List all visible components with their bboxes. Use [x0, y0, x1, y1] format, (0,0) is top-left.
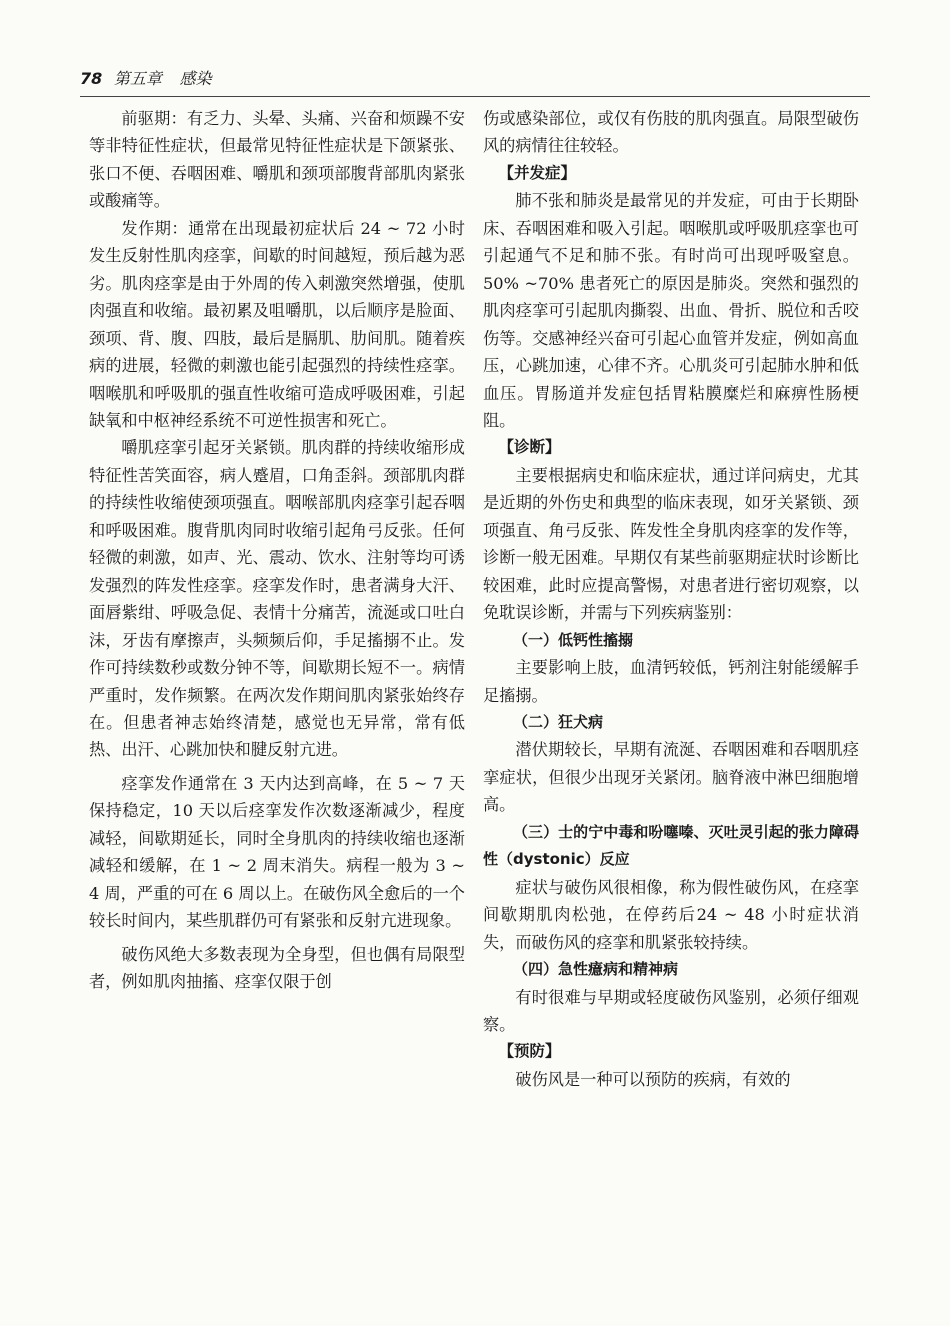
heading-hysteria: （四）急性癔病和精神病	[513, 960, 679, 979]
heading-dystonic-reaction: （三）士的宁中毒和吩噻嗪、灭吐灵引起的张力障碍性（dystonic）反应	[483, 822, 859, 869]
heading-diagnosis: 【诊断】	[498, 438, 561, 457]
paragraph-complications: 肺不张和肺炎是最常见的并发症，可由于长期卧床、吞咽困难和吸入引起。咽喉肌或呼吸肌痉挛也可引起通气不足和肺不张。有时尚可出现呼吸窒息。50% ~70% 患者死亡的原因是肺炎。突然和强烈的肌肉痉挛可引起肌肉撕裂、出血、骨折、脱位和舌咬伤等。交感神经兴奋可引起心血管并发症，例如高血压，心跳加速，心律不齐。心肌炎可引起肺水肿和低血压。胃肠道并发症包括胃粘膜糜烂和麻痹性肠梗阻。	[483, 191, 859, 430]
chapter-topic: 感染	[179, 69, 212, 88]
left-column	[89, 105, 465, 996]
heading-rabies: （二）狂犬病	[513, 712, 604, 731]
paragraph-masseter-spasm: 嚼肌痉挛引起牙关紧锁。肌肉群的持续收缩形成特征性苦笑面容，病人蹙眉，口角歪斜。颈部肌肉群的持续性收缩使颈项强直。咽喉部肌肉痉挛引起吞咽和呼吸困难。腹背肌肉同时收缩引起角弓反张。任何轻微的刺激，如声、光、震动、饮水、注射等均可诱发强烈的阵发性痉挛。痉挛发作时，患者满身大汗、面唇紫绀、呼吸急促、表情十分痛苦，流涎或口吐白沫，牙齿有摩擦声，头频频后仰，手足搐搦不止。发作可持续数秒或数分钟不等，间歇期长短不一。病情严重时，发作频繁。在两次发作期间肌肉紧张始终存在。但患者神志始终清楚，感觉也无异常，常有低热、出汗、心跳加快和腱反射亢进。	[89, 438, 465, 760]
paragraph-hypocalcemic-tetany: 主要影响上肢，血清钙较低，钙剂注射能缓解手足搐搦。	[483, 658, 859, 705]
paragraph-generalized-type: 破伤风绝大多数表现为全身型，但也偶有局限型者，例如肌肉抽搐、痉挛仅限于创	[89, 944, 465, 992]
page-number: 78	[80, 69, 103, 88]
right-column	[483, 105, 859, 1093]
paragraph-hysteria: 有时很难与早期或轻度破伤风鉴别，必须仔细观察。	[483, 987, 859, 1034]
paragraph-continuation: 伤或感染部位，或仅有伤肢的肌肉强直。局限型破伤风的病情往往较轻。	[483, 109, 859, 156]
running-header	[80, 66, 880, 92]
paragraph-prevention: 破伤风是一种可以预防的疾病，有效的	[515, 1069, 791, 1089]
paragraph-rabies: 潜伏期较长，早期有流涎、吞咽困难和吞咽肌痉挛症状，但很少出现牙关紧闭。脑脊液中淋巴细胞增高。	[483, 740, 859, 815]
paragraph-prodromal: 前驱期：有乏力、头晕、头痛、兴奋和烦躁不安等非特征性症状，但最常见特征性症状是下颌紧张、张口不便、吞咽困难、嚼肌和颈项部腹背部肌肉紧张或酸痛等。	[89, 109, 465, 211]
paragraph-dystonic-reaction: 症状与破伤风很相像，称为假性破伤风，在痉挛间歇期肌肉松弛，在停药后24 ~ 48 小时症状消失，而破伤风的痉挛和肌紧张较持续。	[483, 877, 859, 952]
heading-prevention: 【预防】	[498, 1042, 561, 1061]
heading-complications: 【并发症】	[498, 163, 577, 182]
paragraph-diagnosis: 主要根据病史和临床症状，通过详问病史，尤其是近期的外伤史和典型的临床表现，如牙关紧锁、颈项强直、角弓反张、阵发性全身肌肉痉挛的发作等，诊断一般无困难。早期仅有某些前驱期症状时诊断比较困难，此时应提高警惕，对患者进行密切观察，以免耽误诊断，并需与下列疾病鉴别：	[483, 465, 859, 623]
heading-hypocalcemic-tetany: （一）低钙性搐搦	[513, 630, 634, 649]
header-rule	[80, 96, 870, 97]
paragraph-attack-phase: 发作期：通常在出现最初症状后 24 ~ 72 小时发生反射性肌肉痉挛，间歇的时间越短，预后越为恶劣。肌肉痉挛是由于外周的传入刺激突然增强，使肌肉强直和收缩。最初累及咀嚼肌，以后顺序是脸面、颈项、背、腹、四肢，最后是膈肌、肋间肌。随着疾病的进展，轻微的刺激也能引起强烈的持续性痉挛。咽喉肌和呼吸肌的强直性收缩可造成呼吸困难，引起缺氧和中枢神经系统不可逆性损害和死亡。	[89, 218, 465, 430]
paragraph-course: 痉挛发作通常在 3 天内达到高峰，在 5 ~ 7 天保持稳定，10 天以后痉挛发作次数逐渐减少，程度减轻，间歇期延长，同时全身肌肉的持续收缩也逐渐减轻和缓解，在 1 ~ 2 周末消失。病程一般为 3 ~ 4 周，严重的可在 6 周以上。在破伤风全愈后的一个较长时间内，某些肌群仍可有紧张和反射亢进现象。	[89, 773, 465, 931]
chapter-label: 第五章	[113, 69, 162, 88]
